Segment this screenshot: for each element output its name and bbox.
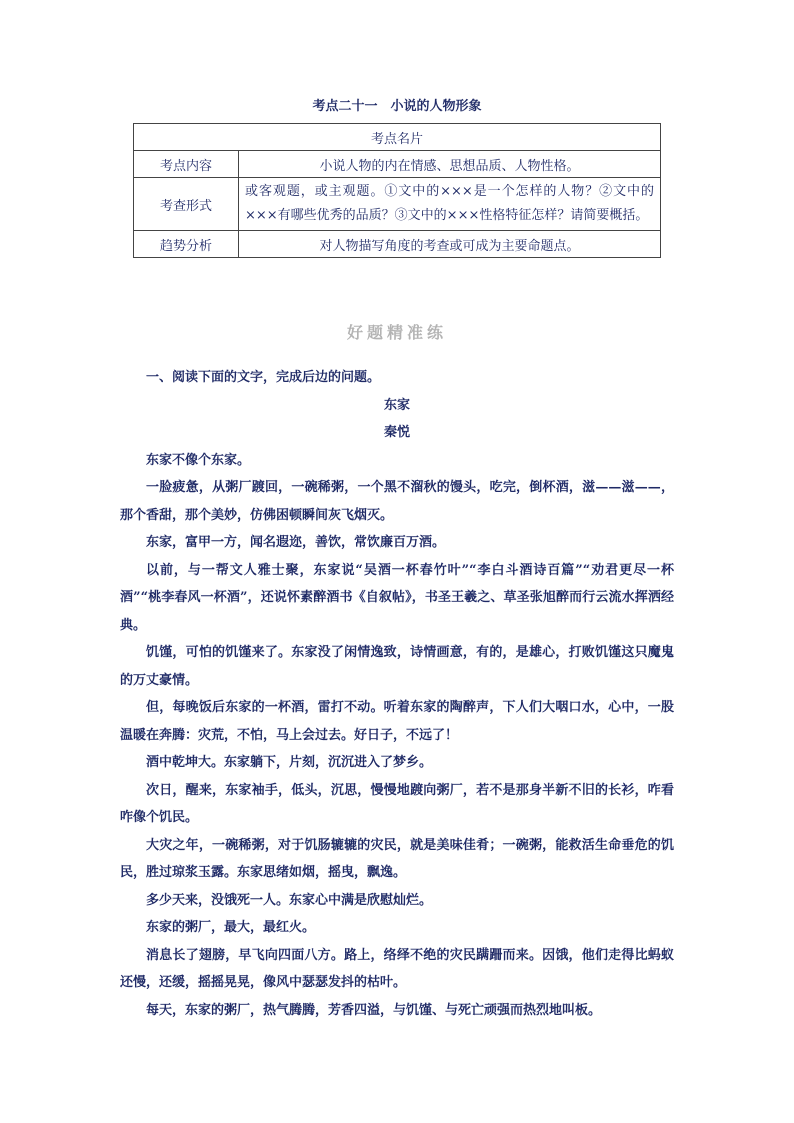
story-title: 东家: [383, 397, 410, 413]
section-title: 好题精准练: [346, 323, 447, 342]
paragraph: 每天，东家的粥厂，热气腾腾，芳香四溢，与饥馑、与死亡顽强而热烈地叫板。: [146, 1002, 602, 1018]
paragraph: 酒中乾坤大。东家躺下，片刻，沉沉进入了梦乡。: [146, 755, 433, 770]
table-row: [134, 151, 661, 178]
table-row: [134, 178, 661, 231]
paragraph: 消息长了翅膀，早飞向四面八方。路上，络绎不绝的灾民蹒跚而来。因饿，他们走得比蚂蚁还慢，还缓，摇摇晃晃，像风中瑟瑟发抖的枯叶。: [120, 947, 674, 990]
table-header-row: [134, 124, 661, 151]
row-label: 趋势分析: [134, 231, 239, 258]
paragraph: 多少天来，没饿死一人。东家心中满是欣慰灿烂。: [146, 892, 433, 908]
paragraph: 一脸疲惫，从粥厂踱回，一碗稀粥，一个黑不溜秋的馒头，吃完，倒杯酒，滋——滋——，那个香甜，那个美妙，仿佛困顿瞬间灰飞烟灭。: [120, 480, 674, 523]
row-label: 考点内容: [134, 151, 239, 178]
paragraph: 但，每晚饭后东家的一杯酒，雷打不动。听着东家的陶醉声，下人们大咽口水，心中，一股温暖在奔腾：灾荒，不怕，马上会过去。好日子，不远了！: [120, 700, 674, 743]
table-row: [134, 231, 661, 258]
row-content: 对人物描写角度的考查或可成为主要命题点。: [239, 231, 661, 258]
row-label: 考查形式: [134, 178, 239, 231]
page-title: 考点二十一 小说的人物形象: [312, 99, 482, 114]
info-table: [133, 123, 661, 258]
paragraph: 东家不像个东家。: [146, 452, 251, 468]
paragraph: 东家的粥厂，最大，最红火。: [146, 920, 316, 935]
paragraph: 大灾之年，一碗稀粥，对于饥肠辘辘的灾民，就是美味佳肴；一碗粥，能救活生命垂危的饥民，胜过琼浆玉露。东家思绪如烟，摇曳，飘逸。: [120, 837, 674, 880]
table-header: 考点名片: [134, 124, 661, 151]
paragraph: 东家，富甲一方，闻名遐迩，善饮，常饮廉百万酒。: [146, 535, 446, 550]
story-author: 秦悦: [383, 425, 410, 440]
paragraph: 饥馑，可怕的饥馑来了。东家没了闲情逸致，诗情画意，有的，是雄心，打败饥馑这只魔鬼的万丈豪情。: [120, 645, 674, 688]
article-body: [120, 364, 674, 1024]
row-content: 小说人物的内在情感、思想品质、人物性格。: [239, 151, 661, 178]
question-prompt: 一、阅读下面的文字，完成后边的问题。: [146, 370, 381, 385]
paragraph: 次日，醒来，东家袖手，低头，沉思，慢慢地踱向粥厂，若不是那身半新不旧的长衫，咋看咋像个饥民。: [120, 782, 674, 825]
paragraph: 以前，与一帮文人雅士聚，东家说“吴酒一杯春竹叶”“李白斗酒诗百篇”“劝君更尽一杯酒”“桃李春风一杯酒”，还说怀素醉酒书《自叙帖》，书圣王羲之、草圣张旭醉而行云流水挥洒经典。: [120, 562, 674, 633]
row-content: 或客观题，或主观题。①文中的×××是一个怎样的人物？②文中的×××有哪些优秀的品质？③文中的×××性格特征怎样？请简要概括。: [239, 178, 661, 231]
